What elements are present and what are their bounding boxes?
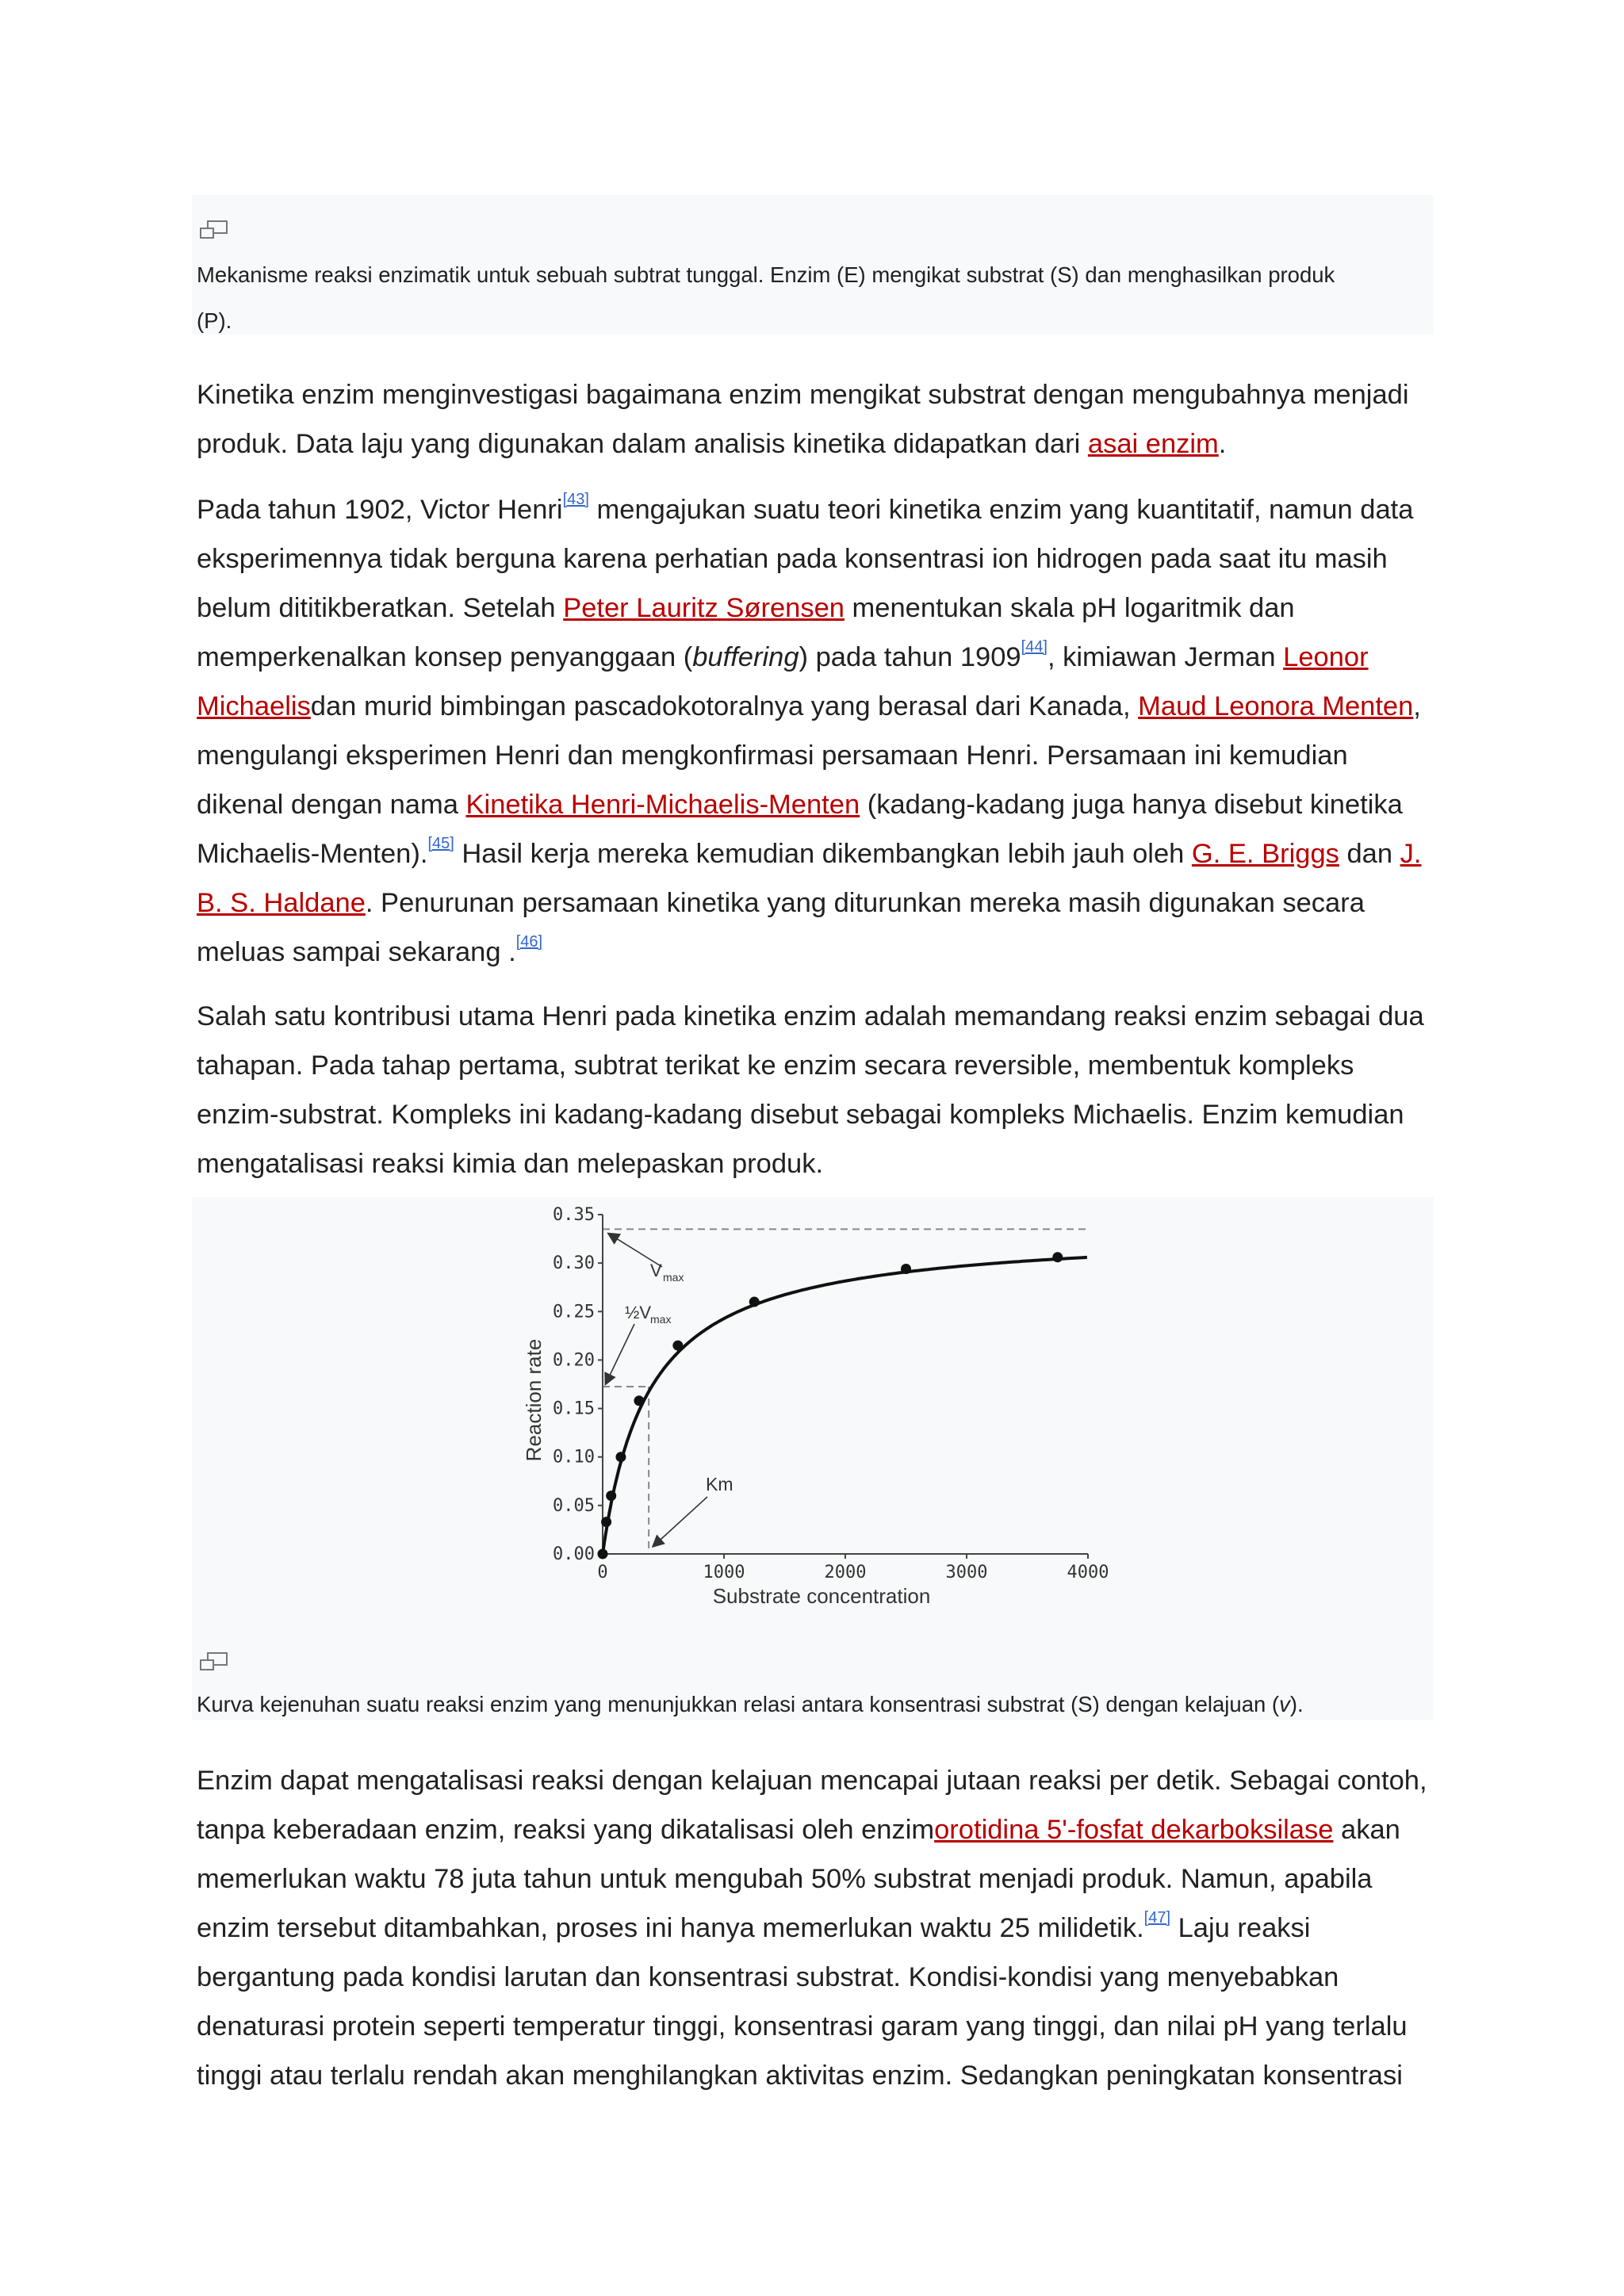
km-arrow: [653, 1497, 707, 1546]
reference-link-47[interactable]: [47]: [1143, 1909, 1171, 1927]
text-line: Enzim dapat mengatalisasi reaksi dengan kelajuan mencapai jutaan reaksi per detik. Sebagai contoh,: [197, 1766, 1427, 1796]
data-point: [606, 1490, 616, 1501]
vmax-label-subscript: max: [663, 1271, 684, 1284]
text-run: (kadang-kadang juga hanya disebut kinetika: [860, 790, 1403, 820]
half-vmax-label-subscript: max: [650, 1313, 672, 1326]
text-run: , kimiawan Jerman: [1047, 642, 1284, 672]
reference-link-46[interactable]: [46]: [515, 933, 543, 951]
text-run: ) pada tahun 1909: [799, 642, 1021, 672]
text-line: mengatalisasi reaksi kimia dan melepaskan produk.: [197, 1149, 824, 1179]
text-run: Hasil kerja mereka kemudian dikembangkan lebih jauh oleh: [454, 839, 1192, 869]
vmax-label: V: [650, 1261, 662, 1280]
y-axis-title: Reaction rate: [522, 1338, 546, 1462]
paragraph-kontribusi-henri: [197, 992, 1434, 1188]
half-vmax-label: ½V: [625, 1303, 652, 1322]
y-tick-label: 0.30: [553, 1253, 595, 1274]
y-tick-label: 0.10: [553, 1447, 595, 1468]
text-run: dikenal dengan nama: [197, 790, 466, 820]
text-run: dan murid bimbingan pascadokotoralnya yang berasal dari Kanada,: [310, 691, 1139, 721]
km-label: Km: [706, 1474, 733, 1494]
text-line: [197, 878, 1434, 928]
y-tick-label: 0.35: [553, 1205, 595, 1225]
series-line: [603, 1257, 1087, 1554]
half-vmax-arrow: [606, 1324, 634, 1383]
text-run: tanpa keberadaan enzim, reaksi yang dikatalisasi oleh enzim: [197, 1815, 935, 1845]
data-point: [901, 1264, 911, 1274]
x-tick-label: 3000: [945, 1563, 988, 1582]
reference-link-44[interactable]: [44]: [1021, 638, 1048, 656]
emphasis-buffering: buffering: [692, 642, 799, 672]
paragraph-kinetika: [197, 370, 1434, 469]
text-run: Pada tahun 1902, Victor Henri: [197, 495, 563, 525]
text-line: tahapan. Pada tahap pertama, subtrat terikat ke enzim secara reversible, membentuk kompleks: [197, 1050, 1354, 1081]
link-asai-enzim[interactable]: asai enzim: [1087, 429, 1219, 459]
reference-45: [427, 835, 454, 852]
text-line: [197, 633, 1434, 682]
reference-43: [563, 491, 589, 508]
link-kinetika-henri-michaelis-menten[interactable]: Kinetika Henri-Michaelis-Menten: [465, 790, 860, 820]
text-run: meluas sampai sekarang .: [197, 937, 516, 967]
link-jbs-haldane[interactable]: J.: [1400, 839, 1422, 869]
figure-1-caption: [197, 252, 1419, 344]
data-point: [749, 1297, 760, 1307]
text-line: [197, 682, 1434, 731]
text-run: enzim tersebut ditambahkan, proses ini hanya memerlukan waktu 25 milidetik.: [197, 1913, 1144, 1943]
reference-47: [1144, 1909, 1170, 1927]
data-point: [598, 1549, 608, 1559]
link-leonor-michaelis[interactable]: Leonor: [1283, 642, 1369, 672]
text-line: Kinetika enzim menginvestigasi bagaimana enzim mengikat substrat dengan mengubahnya menjadi: [197, 380, 1409, 410]
text-line: Salah satu kontribusi utama Henri pada kinetika enzim adalah memandang reaksi enzim sebagai dua: [197, 1001, 1424, 1031]
text-run: memperkenalkan konsep penyanggaan (: [197, 642, 693, 672]
y-tick-label: 0.20: [553, 1350, 595, 1371]
caption-line: Mekanisme reaksi enzimatik untuk sebuah subtrat tunggal. Enzim (E) mengikat substrat (S) dan menghasilkan produk: [197, 262, 1335, 287]
text-line: [197, 780, 1434, 829]
caption-velocity-symbol: v: [1279, 1692, 1290, 1716]
text-run: . Penurunan persamaan kinetika yang diturunkan mereka masih digunakan secara: [365, 888, 1365, 918]
figure-1: [192, 195, 1434, 335]
caption-text: Kurva kejenuhan suatu reaksi enzim yang menunjukkan relasi antara konsentrasi substrat (S) dengan kelajuan (: [197, 1692, 1280, 1716]
caption-text: ).: [1289, 1692, 1304, 1716]
link-orotidina-dekarboksilase[interactable]: orotidina 5'-fosfat dekarboksilase: [934, 1815, 1334, 1845]
data-point: [601, 1517, 611, 1527]
text-run: produk. Data laju yang digunakan dalam analisis kinetika didapatkan dari: [197, 429, 1088, 459]
magnify-clip-icon[interactable]: [200, 220, 228, 239]
x-tick-label: 1000: [703, 1563, 745, 1582]
text-run: ,: [1413, 691, 1421, 721]
reference-44: [1021, 638, 1048, 656]
magnify-clip-icon[interactable]: [200, 1652, 228, 1671]
text-run: menentukan skala pH logaritmik dan: [844, 593, 1295, 623]
data-point: [634, 1395, 644, 1406]
text-line: [197, 829, 1434, 878]
text-line: tinggi atau terlalu rendah akan menghilangkan aktivitas enzim. Sedangkan peningkatan konsentrasi: [197, 2061, 1403, 2091]
paragraph-kelajuan-enzim: [197, 1756, 1434, 2100]
caption-line: (P).: [197, 308, 232, 333]
data-point: [615, 1452, 626, 1462]
link-leonor-michaelis-cont[interactable]: Michaelis: [197, 691, 311, 721]
link-g-e-briggs[interactable]: G. E. Briggs: [1191, 839, 1339, 869]
link-jbs-haldane-cont[interactable]: B. S. Haldane: [197, 888, 366, 918]
text-line: memerlukan waktu 78 juta tahun untuk mengubah 50% substrat menjadi produk. Namun, apabila: [197, 1864, 1373, 1894]
text-line: [197, 485, 1434, 534]
x-axis-title: Substrate concentration: [712, 1584, 931, 1608]
link-peter-lauritz-sorensen[interactable]: Peter Lauritz Sørensen: [563, 593, 845, 623]
text-run: Michaelis-Menten).: [197, 839, 428, 869]
text-run: mengajukan suatu teori kinetika enzim yang kuantitatif, namun data: [588, 495, 1414, 525]
x-tick-label: 2000: [824, 1563, 867, 1582]
text-line: [197, 419, 1434, 469]
reference-link-43[interactable]: [43]: [562, 491, 589, 508]
text-line: [197, 1805, 1434, 1854]
text-run: Laju reaksi: [1170, 1913, 1311, 1943]
x-tick-label: 4000: [1067, 1563, 1109, 1582]
reference-46: [516, 933, 542, 951]
link-maud-leonora-menten[interactable]: Maud Leonora Menten: [1138, 691, 1414, 721]
data-point: [1052, 1252, 1063, 1262]
text-line: mengulangi eksperimen Henri dan mengkonfirmasi persamaan Henri. Persamaan ini kemudian: [197, 740, 1348, 771]
figure-2-caption: [197, 1682, 1419, 1728]
text-run: belum dititikberatkan. Setelah: [197, 593, 564, 623]
chart-series: [598, 1252, 1087, 1559]
y-tick-label: 0.15: [553, 1399, 595, 1419]
y-tick-label: 0.05: [553, 1495, 595, 1516]
text-run: dan: [1339, 839, 1400, 869]
text-line: enzim-substrat. Kompleks ini kadang-kadang disebut sebagai kompleks Michaelis. Enzim kemudian: [197, 1100, 1404, 1130]
text-line: bergantung pada kondisi larutan dan konsentrasi substrat. Kondisi-kondisi yang menyebabkan: [197, 1962, 1339, 1992]
y-tick-label: 0.25: [553, 1302, 595, 1322]
text-run: akan: [1333, 1815, 1400, 1845]
paragraph-sejarah: [197, 485, 1434, 977]
data-point: [672, 1341, 683, 1351]
saturation-curve-chart: [508, 1197, 1134, 1625]
y-tick-label: 0.00: [553, 1544, 595, 1564]
text-line: [197, 584, 1434, 633]
text-line: denaturasi protein seperti temperatur tinggi, konsentrasi garam yang tinggi, dan nilai pH yang terlalu: [197, 2011, 1408, 2042]
x-tick-label: 0: [597, 1563, 608, 1582]
text-line: [197, 928, 1434, 977]
reference-link-45[interactable]: [45]: [427, 835, 454, 852]
text-line: [197, 1904, 1434, 1953]
text-run: .: [1218, 429, 1227, 459]
text-line: eksperimennya tidak berguna karena perhatian pada konsentrasi ion hidrogen pada saat itu masih: [197, 544, 1388, 574]
